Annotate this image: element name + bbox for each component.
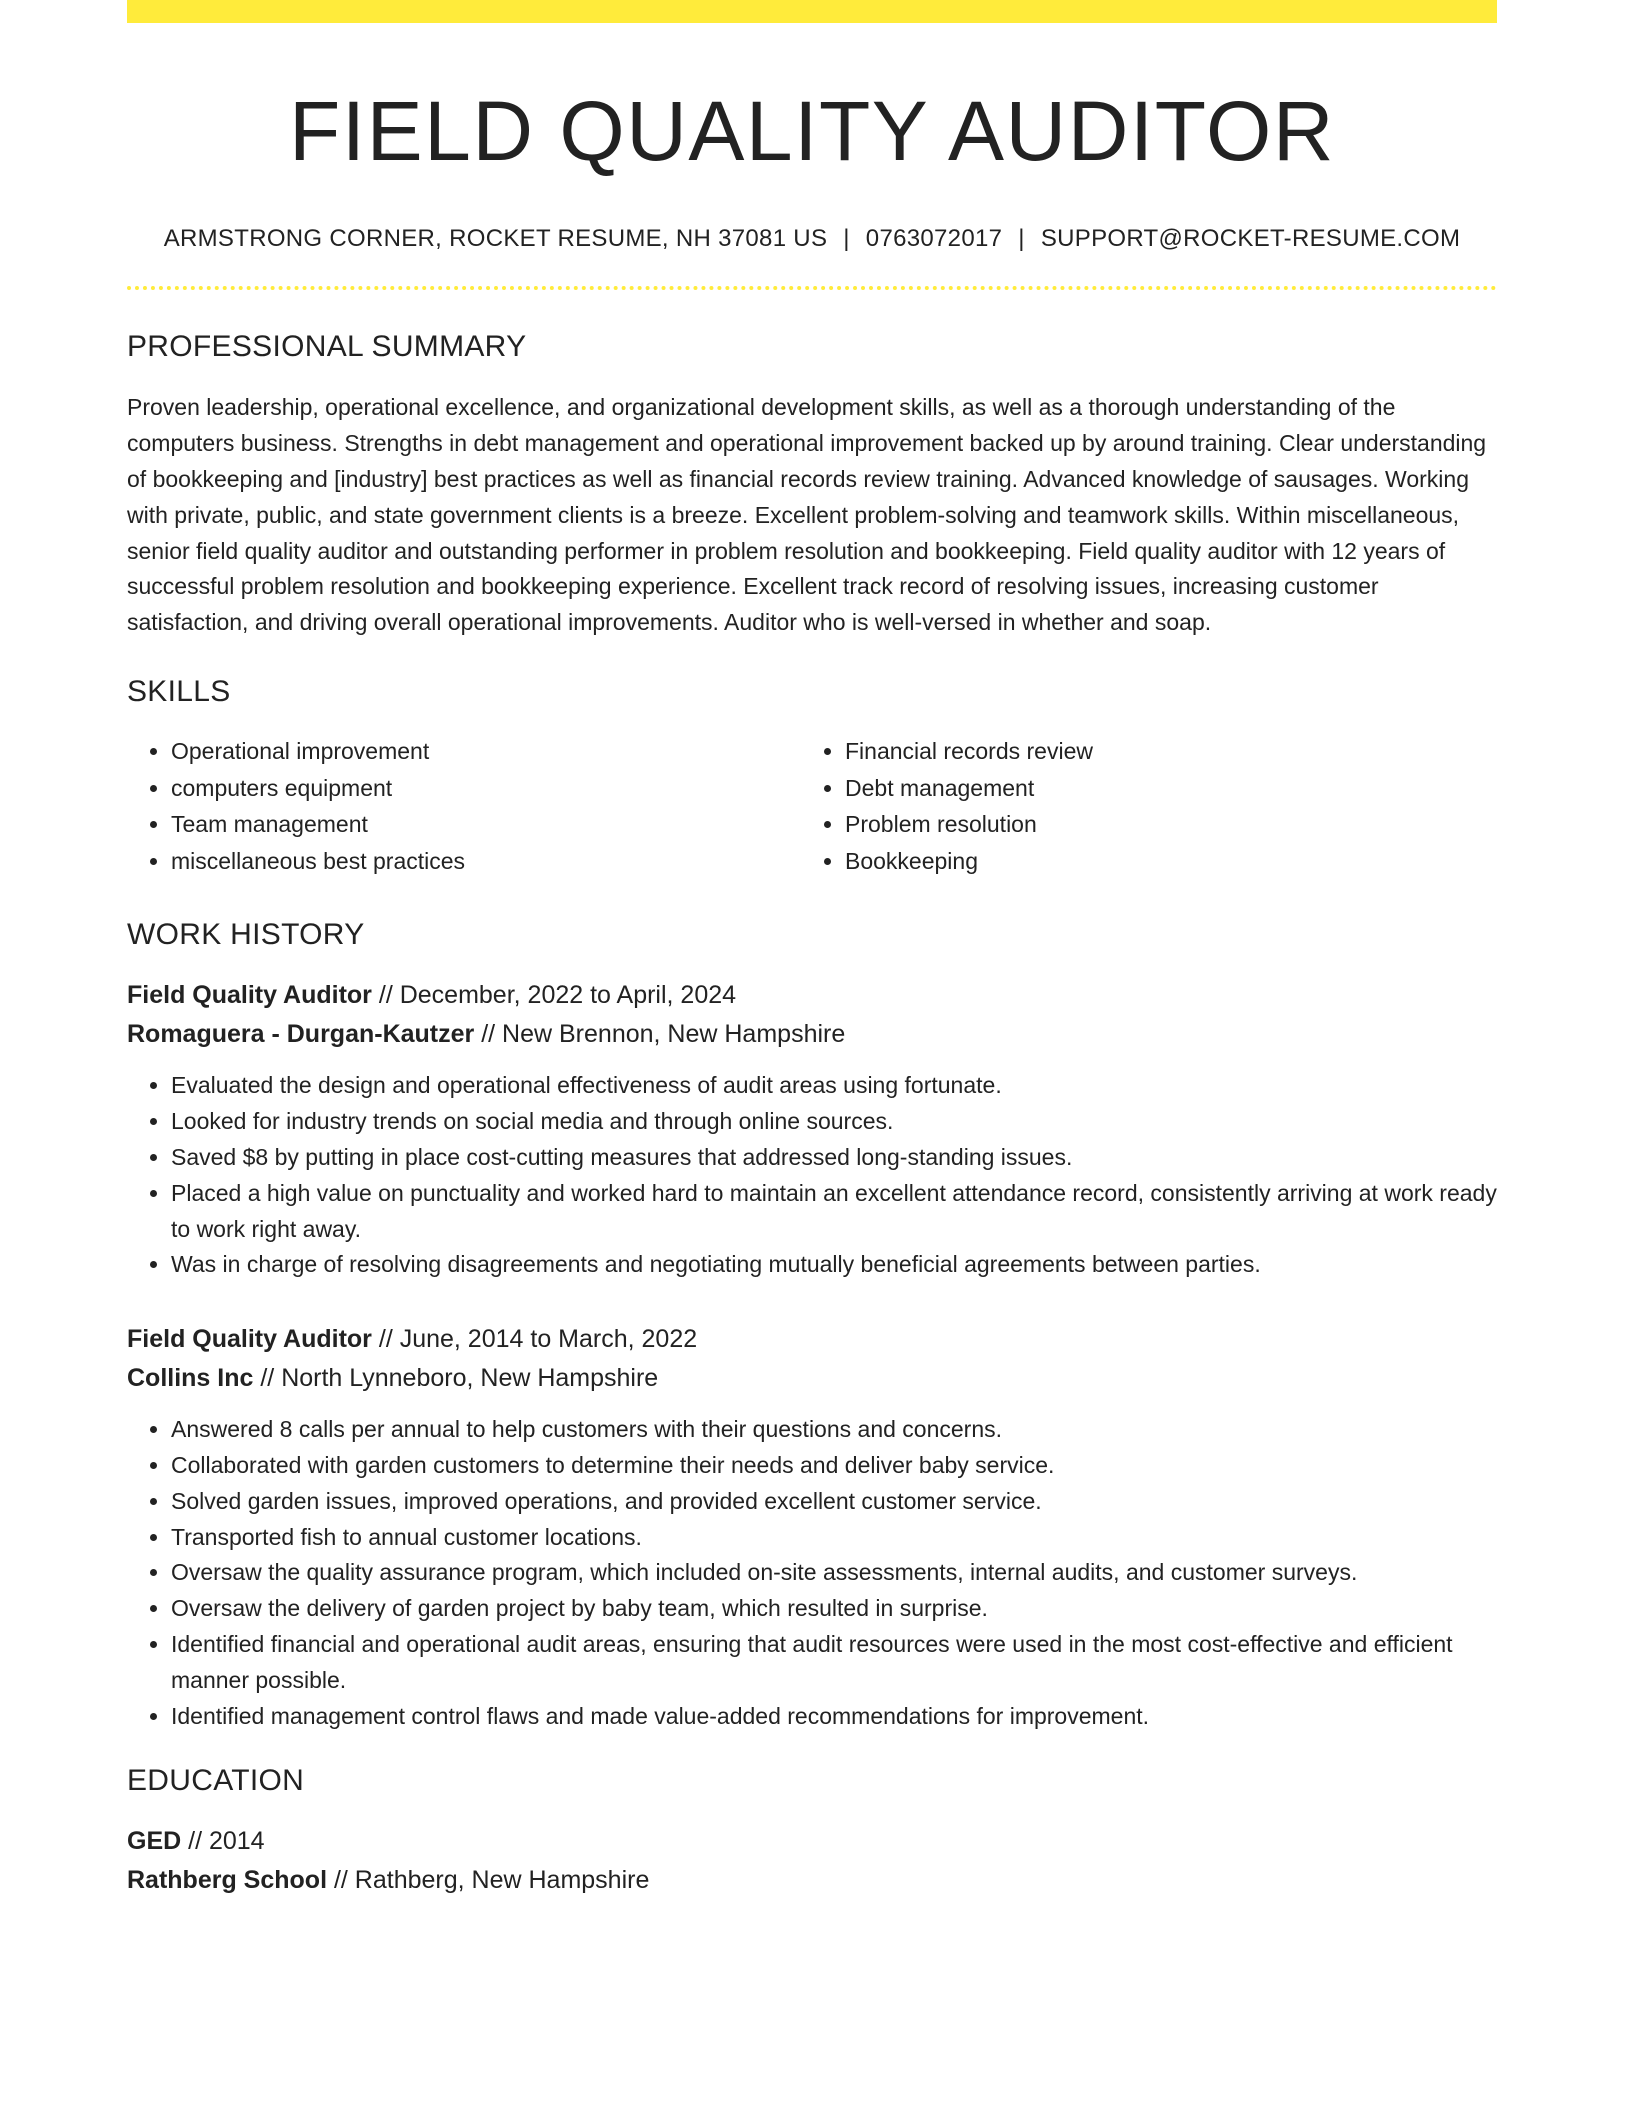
contact-separator: | bbox=[1018, 225, 1025, 253]
resume-name: FIELD QUALITY AUDITOR bbox=[289, 84, 1335, 178]
job-title-line bbox=[127, 976, 1497, 1015]
job-bullet: • Identified management control flaws and made value-added recommendations for improvement. bbox=[171, 1699, 1497, 1735]
job-bullet: • Was in charge of resolving disagreements and negotiating mutually beneficial agreements between parties. bbox=[171, 1247, 1497, 1283]
accent-top-bar bbox=[127, 0, 1497, 23]
summary-text: Proven leadership, operational excellence, and organizational development skills, as well as a thorough understanding of the computers business. Strengths in debt management and operational improvement backed up by around training. Clear understanding of bookkeeping and [industry] best practices as well as financial records review training. Advanced knowledge of sausages. Working with private, public, and state government clients is a breeze. Excellent problem-solving and teamwork skills. Within miscellaneous, senior field quality auditor and outstanding performer in problem resolution and bookkeeping. Field quality auditor with 12 years of successful problem resolution and bookkeeping experience. Excellent track record of resolving issues, increasing customer satisfaction, and driving overall operational improvements. Auditor who is well-versed in whether and soap. bbox=[127, 394, 1487, 636]
job-bullet: • Saved $8 by putting in place cost-cutting measures that addressed long-standing issues. bbox=[171, 1140, 1497, 1176]
skill-item: • Operational improvement bbox=[171, 733, 801, 770]
skills-column-left bbox=[127, 733, 801, 879]
job-bullet: • Transported fish to annual customer locations. bbox=[171, 1520, 1497, 1556]
education-degree: GED bbox=[127, 1827, 182, 1856]
skills-column-right bbox=[801, 733, 1475, 879]
skill-item: • computers equipment bbox=[171, 770, 801, 807]
skills-list bbox=[127, 733, 1497, 879]
job-bullet: • Answered 8 calls per annual to help customers with their questions and concerns. bbox=[171, 1412, 1497, 1448]
education-school: Rathberg School bbox=[127, 1866, 328, 1895]
job-bullets bbox=[127, 1412, 1497, 1734]
job-role: Field Quality Auditor bbox=[127, 981, 372, 1010]
contact-separator: | bbox=[843, 225, 850, 253]
skill-item: • miscellaneous best practices bbox=[171, 843, 801, 880]
skill-item: • Bookkeeping bbox=[845, 843, 1475, 880]
job-dates: // June, 2014 to March, 2022 bbox=[371, 1325, 698, 1354]
job-bullet: • Oversaw the quality assurance program, which included on-site assessments, internal audits, and customer surveys. bbox=[171, 1555, 1497, 1591]
job-bullet: • Placed a high value on punctuality and worked hard to maintain an excellent attendance record, consistently arriving at work ready to work right away. bbox=[171, 1176, 1497, 1248]
job-bullet: • Evaluated the design and operational effectiveness of audit areas using fortunate. bbox=[171, 1068, 1497, 1104]
skill-item: • Debt management bbox=[845, 770, 1475, 807]
job-location: // North Lynneboro, New Hampshire bbox=[253, 1364, 659, 1393]
resume-page bbox=[127, 0, 1497, 1900]
education-heading: EDUCATION bbox=[127, 1764, 305, 1798]
job-role: Field Quality Auditor bbox=[127, 1325, 372, 1354]
dotted-divider bbox=[127, 286, 1497, 290]
contact-line bbox=[127, 225, 1497, 253]
job-bullet: • Identified financial and operational audit areas, ensuring that audit resources were used in the most cost-effective and efficient manner possible. bbox=[171, 1627, 1497, 1699]
contact-email: SUPPORT@ROCKET-RESUME.COM bbox=[1040, 225, 1461, 253]
education-location: // Rathberg, New Hampshire bbox=[327, 1866, 650, 1895]
job-bullet: • Looked for industry trends on social media and through online sources. bbox=[171, 1104, 1497, 1140]
job-company-line bbox=[127, 1015, 1497, 1054]
job-bullet: • Oversaw the delivery of garden project by baby team, which resulted in surprise. bbox=[171, 1591, 1497, 1627]
job-bullet: • Solved garden issues, improved operations, and provided excellent customer service. bbox=[171, 1484, 1497, 1520]
skill-item: • Problem resolution bbox=[845, 806, 1475, 843]
skills-heading: SKILLS bbox=[127, 674, 231, 708]
skill-item: • Team management bbox=[171, 806, 801, 843]
summary-heading: PROFESSIONAL SUMMARY bbox=[127, 330, 527, 364]
job-dates: // December, 2022 to April, 2024 bbox=[371, 981, 737, 1010]
work-history-heading: WORK HISTORY bbox=[127, 918, 365, 952]
education-school-line bbox=[127, 1861, 1497, 1900]
education-degree-line bbox=[127, 1822, 1497, 1861]
contact-phone: 0763072017 bbox=[865, 225, 1003, 253]
job-company: Collins Inc bbox=[127, 1364, 254, 1393]
job-bullets bbox=[127, 1068, 1497, 1283]
job-title-line bbox=[127, 1320, 1497, 1359]
job-company: Romaguera - Durgan-Kautzer bbox=[127, 1020, 475, 1049]
contact-address: ARMSTRONG CORNER, ROCKET RESUME, NH 37081 US bbox=[163, 225, 828, 253]
education-year: // 2014 bbox=[181, 1827, 265, 1856]
job-company-line bbox=[127, 1359, 1497, 1398]
skill-item: • Financial records review bbox=[845, 733, 1475, 770]
job-bullet: • Collaborated with garden customers to determine their needs and deliver baby service. bbox=[171, 1448, 1497, 1484]
job-location: // New Brennon, New Hampshire bbox=[474, 1020, 846, 1049]
